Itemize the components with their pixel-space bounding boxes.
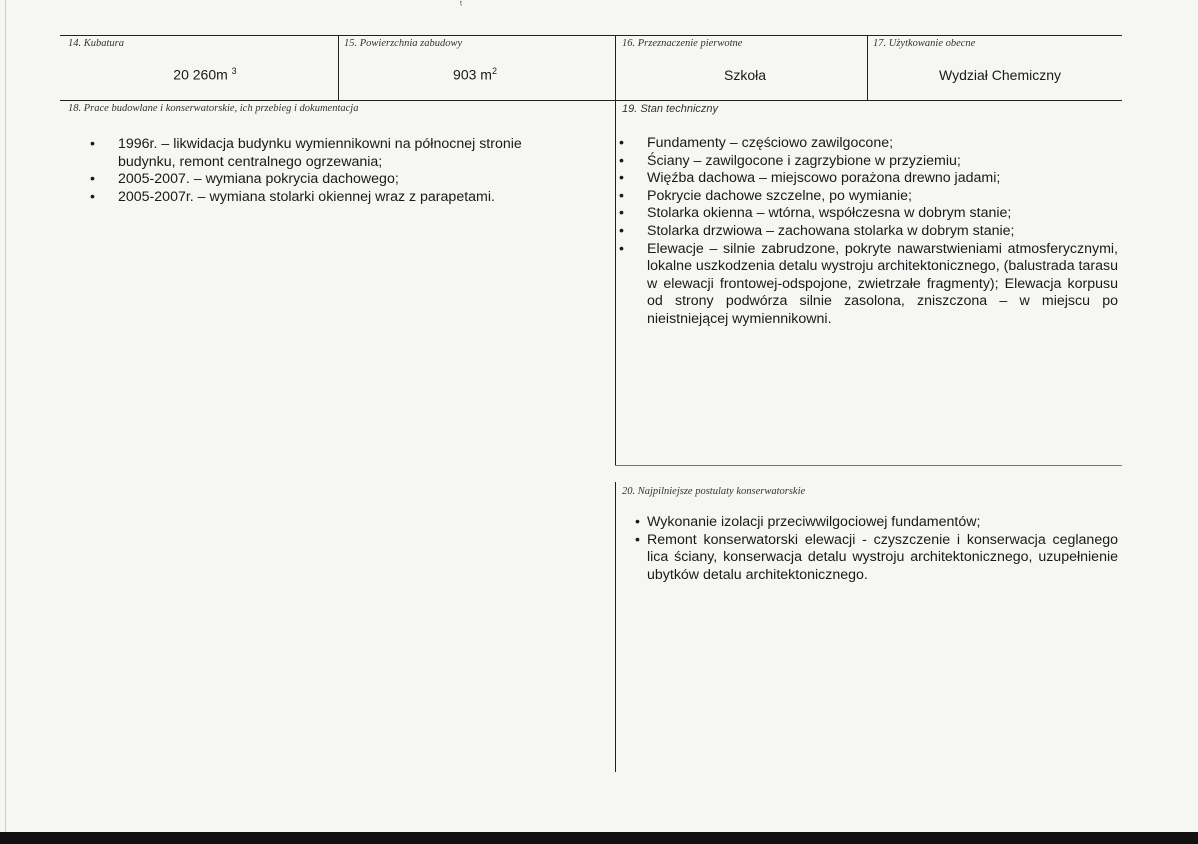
list-item: • 2005-2007r. – wymiana stolarki okiennej wraz z parapetami. xyxy=(88,189,563,207)
section19-list xyxy=(617,135,1118,329)
center-divider xyxy=(615,35,616,465)
list-item: • Wykonanie izolacji przeciwwilgociowej fundamentów; xyxy=(635,514,1118,532)
list-item: • 2005-2007. – wymiana pokrycia dachowego; xyxy=(88,171,563,189)
list-item: • Więźba dachowa – miejscowo porażona drewno jadami; xyxy=(617,170,1118,188)
scan-mark: ᵗ xyxy=(460,0,463,11)
list-item: • Stolarka drzwiowa – zachowana stolarka w dobrym stanie; xyxy=(617,223,1118,241)
section18-list xyxy=(88,136,563,206)
list-item: • 1996r. – likwidacja budynku wymiennikowni na północnej stronie budynku, remont centralnego ogrzewania; xyxy=(88,136,563,171)
list-item: • Pokrycie dachowe szczelne, po wymianie; xyxy=(617,188,1118,206)
kubatura-number: 20 260m xyxy=(173,66,228,83)
section20-label: 20. Najpilniejsze postulaty konserwatorskie xyxy=(622,486,806,497)
section19-bottom-rule xyxy=(615,465,1122,466)
list-item: • Elewacje – silnie zabrudzone, pokryte nawarstwieniami atmosferycznymi, lokalne uszkodzenia detalu wystroju architektonicznego, (balustrada tarasu w elewacji frontowej-odspojone, zwietrzałe fragmenty); Elewacja korpusu od strony podwórza silnie zasolona, zniszczona – w miejscu po nieistniejącej wymiennikowni. xyxy=(617,241,1118,329)
przeznaczenie-value: Szkoła xyxy=(723,67,767,83)
przeznaczenie-label: 16. Przeznaczenie pierwotne xyxy=(622,38,743,49)
list-item: • Remont konserwatorski elewacji - czyszczenie i konserwacja ceglanego lica ściany, konserwacja detalu wystroju architektonicznego, uzupełnienie ubytków detalu architektonicznego. xyxy=(635,532,1118,585)
powierzchnia-unit-exponent: 2 xyxy=(491,66,497,76)
kubatura-label: 14. Kubatura xyxy=(68,38,125,49)
list-item: • Ściany – zawilgocone i zagrzybione w przyziemiu; xyxy=(617,153,1118,171)
powierzchnia-label: 15. Powierzchnia zabudowy xyxy=(344,38,463,49)
section18-label: 18. Prace budowlane i konserwatorskie, ich przebieg i dokumentacja xyxy=(68,103,359,114)
header-bottom-rule xyxy=(60,100,1122,101)
uzytkowanie-value: Wydział Chemiczny xyxy=(938,67,1061,83)
uzytkowanie-label: 17. Użytkowanie obecne xyxy=(873,38,976,49)
section20-list xyxy=(635,514,1118,584)
scan-border xyxy=(0,832,1198,844)
kubatura-value xyxy=(150,66,260,83)
powierzchnia-value xyxy=(420,66,530,83)
powierzchnia-number: 903 m xyxy=(453,66,492,83)
top-rule xyxy=(60,35,1122,36)
section19-label: 19. Stan techniczny xyxy=(622,103,719,115)
list-item: • Fundamenty – częściowo zawilgocone; xyxy=(617,135,1118,153)
list-item: • Stolarka okienna – wtórna, współczesna w dobrym stanie; xyxy=(617,205,1118,223)
header-divider-3 xyxy=(867,35,868,101)
section20-divider xyxy=(615,482,616,772)
header-divider-1 xyxy=(338,35,339,101)
kubatura-unit-exponent: 3 xyxy=(231,66,237,76)
page-edge xyxy=(5,0,6,844)
